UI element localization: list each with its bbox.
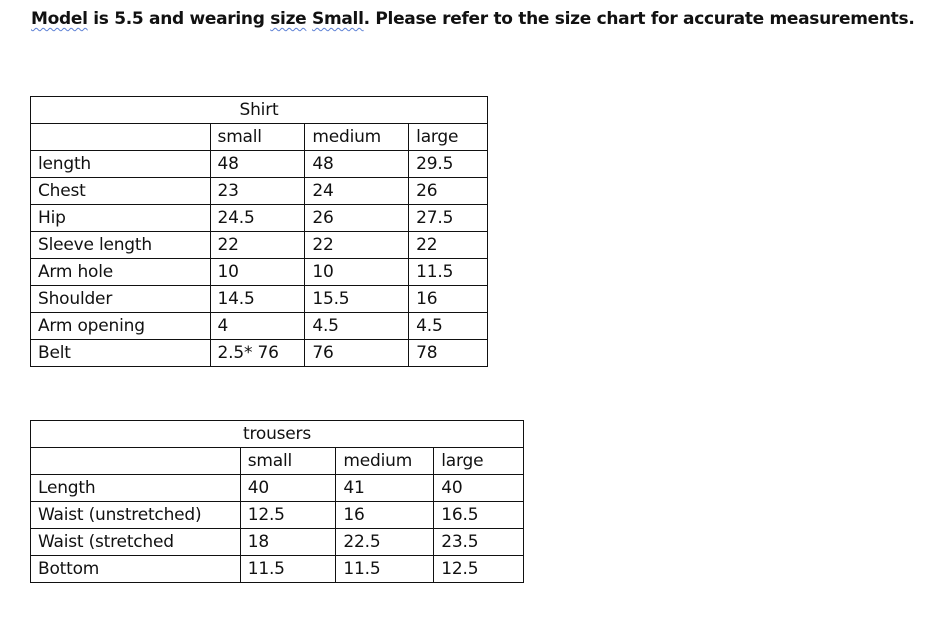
row-label-cell: length bbox=[31, 151, 211, 178]
measurement-cell: 23.5 bbox=[434, 529, 524, 556]
column-header: small bbox=[240, 448, 336, 475]
row-label-cell: Belt bbox=[31, 340, 211, 367]
measurement-cell: 27.5 bbox=[409, 205, 488, 232]
measurement-cell: 16.5 bbox=[434, 502, 524, 529]
measurement-cell: 15.5 bbox=[305, 286, 409, 313]
table-row bbox=[31, 286, 488, 313]
shirt-table-title: Shirt bbox=[239, 100, 279, 120]
spellcheck-word-small: Small bbox=[312, 9, 364, 29]
measurement-cell: 48 bbox=[210, 151, 305, 178]
measurement-cell: 11.5 bbox=[240, 556, 336, 583]
trousers-table-title: trousers bbox=[242, 424, 312, 444]
measurement-cell: 16 bbox=[336, 502, 434, 529]
table-row bbox=[31, 151, 488, 178]
intro-text-part: is 5.5 and wearing bbox=[87, 9, 271, 29]
measurement-cell: 4.5 bbox=[409, 313, 488, 340]
table-title-row bbox=[31, 97, 488, 124]
measurement-cell: 11.5 bbox=[409, 259, 488, 286]
intro-text-part: . Please refer to the size chart for accurate measurements. bbox=[363, 9, 915, 29]
column-header bbox=[31, 448, 241, 475]
shirt-size-table bbox=[30, 96, 488, 367]
trousers-size-table bbox=[30, 420, 524, 583]
trousers-table-body bbox=[31, 421, 524, 583]
measurement-cell: 4 bbox=[210, 313, 305, 340]
row-label-cell: Sleeve length bbox=[31, 232, 211, 259]
measurement-cell: 18 bbox=[240, 529, 336, 556]
table-row bbox=[31, 232, 488, 259]
measurement-cell: 24.5 bbox=[210, 205, 305, 232]
row-label-cell: Hip bbox=[31, 205, 211, 232]
row-label-cell: Bottom bbox=[31, 556, 241, 583]
row-label-cell: Waist (unstretched) bbox=[31, 502, 241, 529]
measurement-cell: 29.5 bbox=[409, 151, 488, 178]
column-header: large bbox=[409, 124, 488, 151]
measurement-cell: 76 bbox=[305, 340, 409, 367]
column-header: large bbox=[434, 448, 524, 475]
table-row bbox=[31, 340, 488, 367]
measurement-cell: 26 bbox=[305, 205, 409, 232]
measurement-cell: 12.5 bbox=[240, 502, 336, 529]
measurement-cell: 48 bbox=[305, 151, 409, 178]
measurement-cell: 23 bbox=[210, 178, 305, 205]
row-label-cell: Waist (stretched bbox=[31, 529, 241, 556]
table-row bbox=[31, 529, 524, 556]
measurement-cell: 11.5 bbox=[336, 556, 434, 583]
spellcheck-word-model: Model bbox=[31, 9, 88, 29]
spellcheck-word-size: size bbox=[270, 9, 307, 29]
intro-text bbox=[31, 9, 915, 29]
measurement-cell: 2.5* 76 bbox=[210, 340, 305, 367]
table-row bbox=[31, 475, 524, 502]
measurement-cell: 12.5 bbox=[434, 556, 524, 583]
measurement-cell: 22.5 bbox=[336, 529, 434, 556]
row-label-cell: Chest bbox=[31, 178, 211, 205]
measurement-cell: 40 bbox=[240, 475, 336, 502]
table-header-row bbox=[31, 448, 524, 475]
row-label-cell: Length bbox=[31, 475, 241, 502]
column-header: medium bbox=[305, 124, 409, 151]
measurement-cell: 26 bbox=[409, 178, 488, 205]
table-row bbox=[31, 502, 524, 529]
column-header bbox=[31, 124, 211, 151]
measurement-cell: 22 bbox=[305, 232, 409, 259]
measurement-cell: 78 bbox=[409, 340, 488, 367]
measurement-cell: 40 bbox=[434, 475, 524, 502]
table-row bbox=[31, 205, 488, 232]
shirt-table-body bbox=[31, 97, 488, 367]
measurement-cell: 41 bbox=[336, 475, 434, 502]
column-header: small bbox=[210, 124, 305, 151]
row-label-cell: Arm opening bbox=[31, 313, 211, 340]
table-row bbox=[31, 178, 488, 205]
table-header-row bbox=[31, 124, 488, 151]
measurement-cell: 14.5 bbox=[210, 286, 305, 313]
table-title-row bbox=[31, 421, 524, 448]
row-label-cell: Arm hole bbox=[31, 259, 211, 286]
measurement-cell: 22 bbox=[409, 232, 488, 259]
measurement-cell: 24 bbox=[305, 178, 409, 205]
table-row bbox=[31, 556, 524, 583]
measurement-cell: 16 bbox=[409, 286, 488, 313]
table-row bbox=[31, 313, 488, 340]
table-title-cell bbox=[31, 97, 488, 124]
measurement-cell: 4.5 bbox=[305, 313, 409, 340]
table-title-cell bbox=[31, 421, 524, 448]
row-label-cell: Shoulder bbox=[31, 286, 211, 313]
measurement-cell: 10 bbox=[210, 259, 305, 286]
table-row bbox=[31, 259, 488, 286]
column-header: medium bbox=[336, 448, 434, 475]
measurement-cell: 22 bbox=[210, 232, 305, 259]
measurement-cell: 10 bbox=[305, 259, 409, 286]
